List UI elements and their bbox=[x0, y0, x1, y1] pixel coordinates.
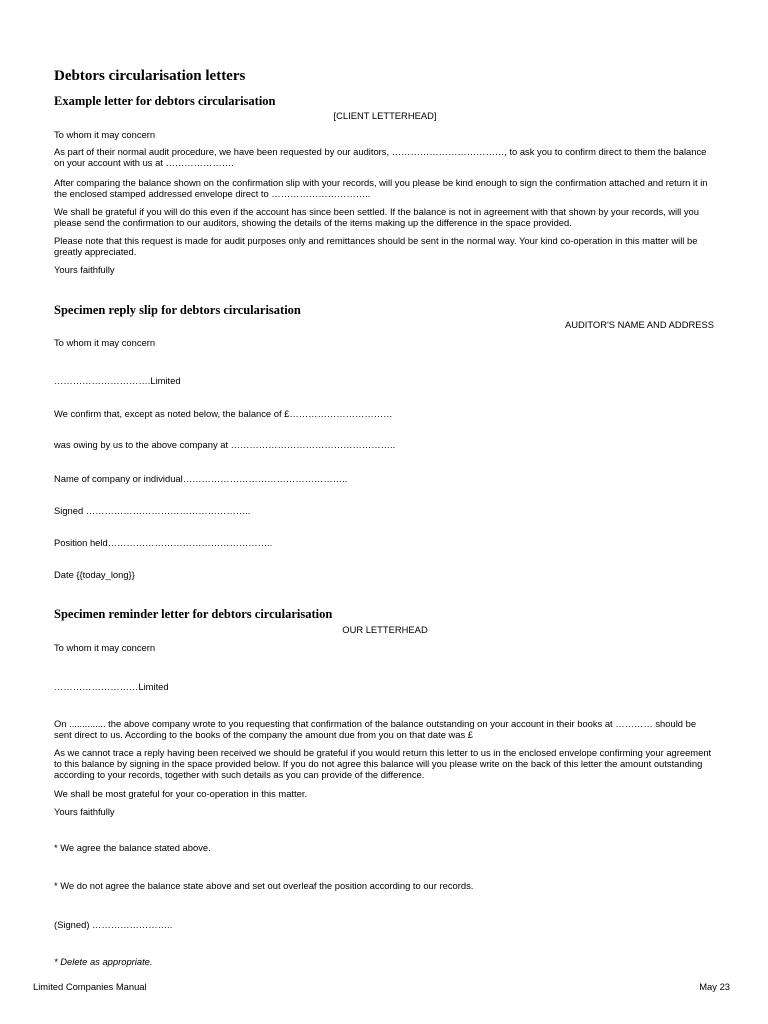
slip-balance-confirm: We confirm that, except as noted below, the balance of £…………………………… bbox=[54, 408, 393, 419]
slip-owing-line: was owing by us to the above company at …………………………………………….. bbox=[54, 439, 396, 450]
reminder-company-limited: ………………………Limited bbox=[54, 681, 169, 692]
client-letterhead: [CLIENT LETTERHEAD] bbox=[333, 110, 437, 121]
letter-paragraph: Please note that this request is made for audit purposes only and remittances should be sent in the normal way. Your kind co-operation in this matter will be greatly appreciated. bbox=[54, 235, 698, 257]
letter-greeting: To whom it may concern bbox=[54, 129, 156, 140]
example-letter-heading: Example letter for debtors circularisation bbox=[54, 94, 276, 108]
disagree-option: * We do not agree the balance state above and set out overleaf the position according to our records. bbox=[54, 880, 474, 891]
agree-option: * We agree the balance stated above. bbox=[54, 842, 211, 853]
auditor-name-address: AUDITOR'S NAME AND ADDRESS bbox=[564, 319, 714, 330]
reply-slip-heading: Specimen reply slip for debtors circularisation bbox=[54, 303, 301, 317]
footer-manual-name: Limited Companies Manual bbox=[33, 981, 147, 992]
footer-date: May 23 bbox=[699, 981, 730, 992]
slip-company-limited: ………………………….Limited bbox=[54, 375, 181, 386]
our-letterhead: OUR LETTERHEAD bbox=[342, 624, 428, 635]
letter-paragraph: As part of their normal audit procedure, we have been requested by our auditors, ………………………………, to ask you to confirm direct to them the balance on your account with us at …………………. bbox=[54, 146, 707, 168]
delete-note: * Delete as appropriate. bbox=[54, 956, 153, 967]
slip-signed-line: Signed …………………………………………….. bbox=[54, 505, 251, 516]
letter-signoff: Yours faithfully bbox=[54, 264, 115, 275]
slip-position-line: Position held…………………………………………….. bbox=[54, 537, 273, 548]
slip-greeting: To whom it may concern bbox=[54, 337, 156, 348]
reminder-letter-heading: Specimen reminder letter for debtors circularisation bbox=[54, 607, 333, 621]
reminder-signed-line: (Signed) …………………….. bbox=[54, 919, 173, 930]
reminder-paragraph: On .............. the above company wrote to you requesting that confirmation of the balance outstanding on your account in their books at ………… should be sent direct to us. According to the books of the company the amount due from you on that date was £ bbox=[54, 718, 697, 740]
reminder-signoff: Yours faithfully bbox=[54, 806, 115, 817]
letter-paragraph: We shall be grateful if you will do this even if the account has since been settled. If the balance is not in agreement with that shown by your records, will you please send the confirmation to our auditors, showing the details of the items making up the difference in the space provided. bbox=[54, 206, 699, 228]
document-title: Debtors circularisation letters bbox=[54, 68, 246, 84]
reminder-paragraph: As we cannot trace a reply having been received we should be grateful if you would return this letter to us in the enclosed envelope confirming your agreement to this balance by signing in the space provided below. If you do not agree this balance will you please write on the back of this letter the amount outstanding according to your records, together with such details as you can provide of the difference. bbox=[54, 747, 712, 780]
letter-paragraph: After comparing the balance shown on the confirmation slip with your records, will you please be kind enough to sign the confirmation attached and return it in the enclosed stamped addressed envelope direct to ………………………….. bbox=[54, 177, 708, 199]
slip-date-line: Date {{today_long}} bbox=[54, 569, 135, 580]
slip-company-name-line: Name of company or individual…………………………………………….. bbox=[54, 473, 348, 484]
reminder-paragraph: We shall be most grateful for your co-operation in this matter. bbox=[54, 788, 308, 799]
reminder-greeting: To whom it may concern bbox=[54, 642, 156, 653]
